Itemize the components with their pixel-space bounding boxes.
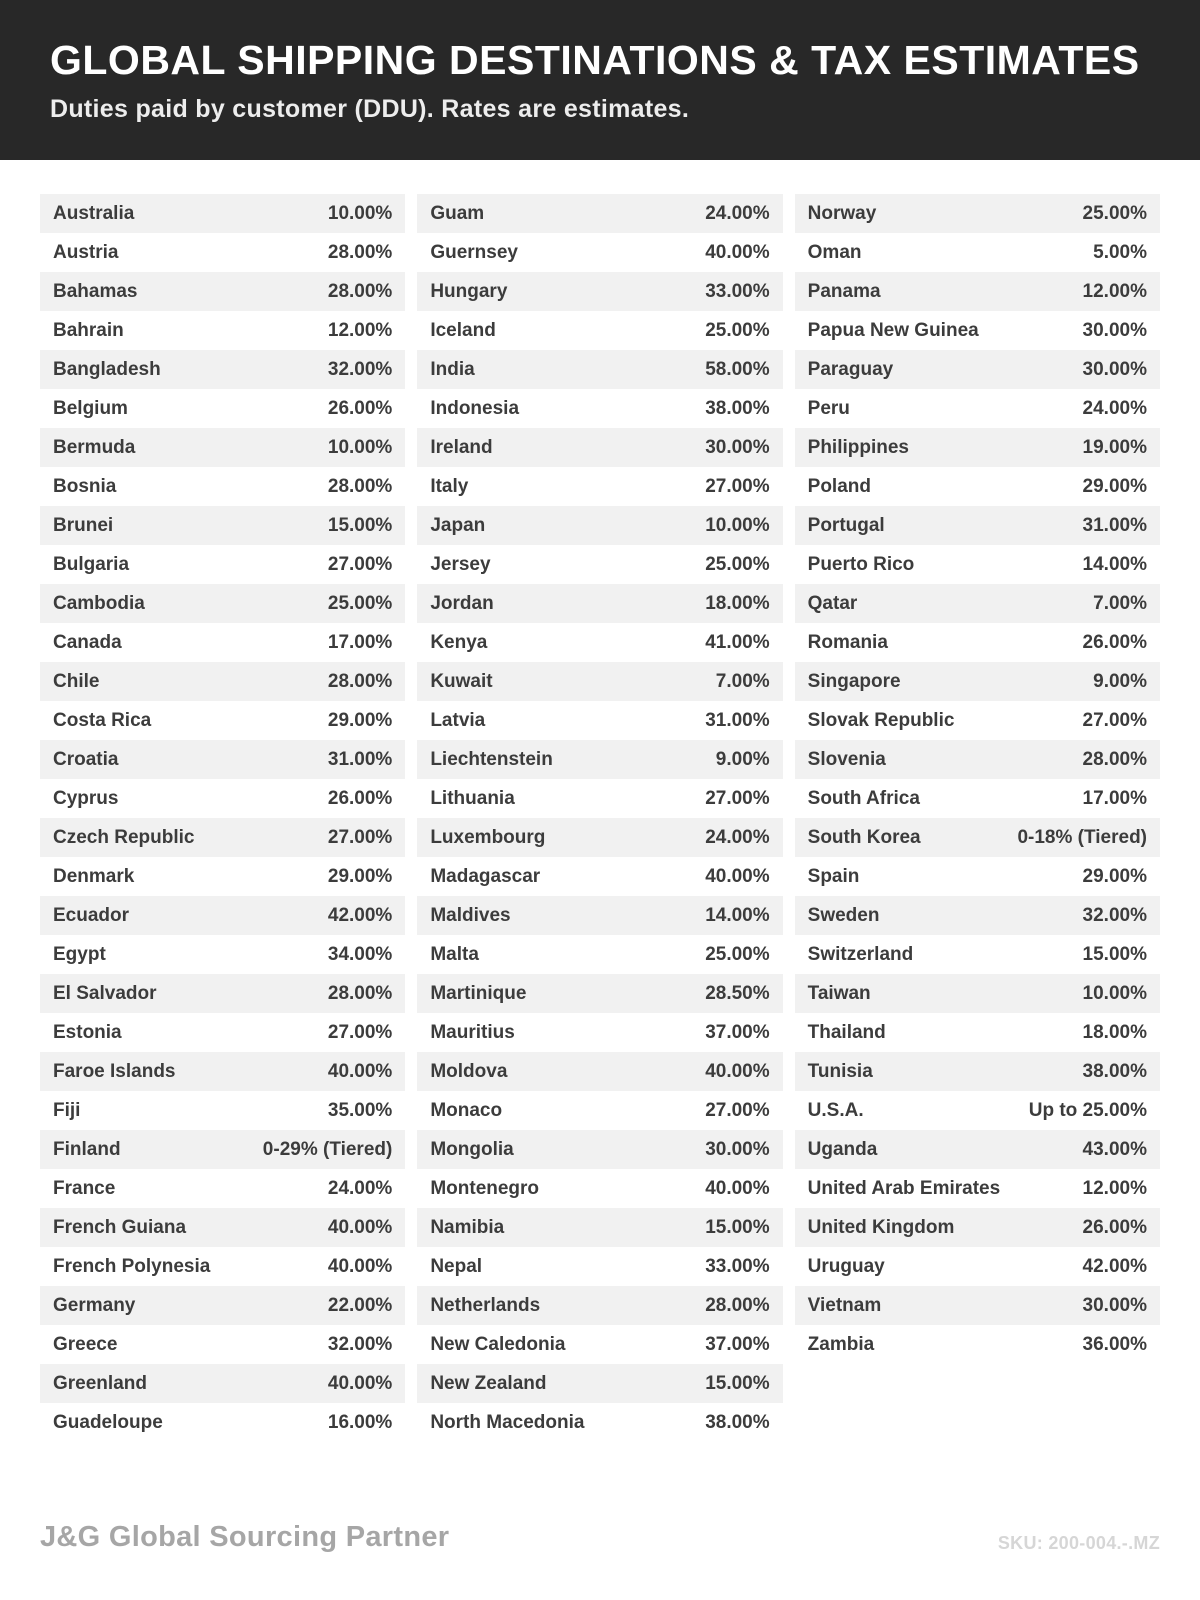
table-row xyxy=(417,1169,782,1208)
country-name: Bangladesh xyxy=(53,359,161,381)
table-row xyxy=(795,623,1160,662)
tax-rate: 33.00% xyxy=(705,281,770,303)
table-row xyxy=(40,506,405,545)
table-row xyxy=(417,389,782,428)
tax-rate: 32.00% xyxy=(1082,905,1147,927)
table-row xyxy=(40,194,405,233)
country-name: Qatar xyxy=(807,593,858,615)
country-name: Brunei xyxy=(53,515,114,537)
table-row xyxy=(417,428,782,467)
table-row xyxy=(40,896,405,935)
tax-rate: 28.00% xyxy=(327,281,393,303)
country-name: Peru xyxy=(807,398,850,420)
tax-rate: 9.00% xyxy=(1093,671,1147,693)
country-name: Latvia xyxy=(430,710,486,732)
tax-rate: 30.00% xyxy=(1082,359,1147,381)
table-row xyxy=(795,233,1160,272)
country-name: Kuwait xyxy=(430,671,493,693)
table-row xyxy=(417,896,782,935)
rates-column-1 xyxy=(40,194,405,1442)
country-name: Finland xyxy=(53,1139,121,1161)
country-name: Sweden xyxy=(807,905,880,927)
country-name: Egypt xyxy=(53,944,106,966)
table-row xyxy=(795,428,1160,467)
table-row xyxy=(417,1325,782,1364)
table-row xyxy=(40,1403,405,1442)
country-name: Japan xyxy=(430,515,486,537)
tax-rate: Up to 25.00% xyxy=(1028,1100,1147,1122)
tax-rate: 15.00% xyxy=(1082,944,1147,966)
table-row xyxy=(40,818,405,857)
table-row xyxy=(40,1052,405,1091)
table-row xyxy=(40,779,405,818)
country-name: Panama xyxy=(807,281,881,303)
table-row xyxy=(40,233,405,272)
tax-rate: 30.00% xyxy=(705,437,770,459)
table-row xyxy=(417,623,782,662)
tax-rate: 30.00% xyxy=(1082,1295,1147,1317)
country-name: Italy xyxy=(430,476,469,498)
tax-rate: 25.00% xyxy=(705,320,770,342)
tax-rate: 40.00% xyxy=(327,1256,393,1278)
country-name: France xyxy=(53,1178,116,1200)
table-row xyxy=(795,1091,1160,1130)
tax-rate: 24.00% xyxy=(705,827,770,849)
tax-rate: 7.00% xyxy=(715,671,770,693)
country-name: Indonesia xyxy=(430,398,520,420)
tax-rate: 15.00% xyxy=(705,1217,770,1239)
table-row xyxy=(417,1130,782,1169)
tax-rate: 40.00% xyxy=(705,1061,770,1083)
tax-rate: 38.00% xyxy=(705,398,770,420)
tax-rate: 40.00% xyxy=(327,1373,393,1395)
country-name: Lithuania xyxy=(430,788,515,810)
country-name: Portugal xyxy=(807,515,885,537)
rates-column-3 xyxy=(795,194,1160,1364)
tax-rate: 58.00% xyxy=(705,359,770,381)
tax-rate: 28.50% xyxy=(705,983,770,1005)
country-name: Slovenia xyxy=(807,749,886,771)
tax-rate: 40.00% xyxy=(705,242,770,264)
country-name: El Salvador xyxy=(53,983,157,1005)
tax-rate: 22.00% xyxy=(327,1295,393,1317)
tax-rate: 30.00% xyxy=(1082,320,1147,342)
tax-rate: 15.00% xyxy=(327,515,393,537)
tax-rate: 27.00% xyxy=(705,1100,770,1122)
tax-rate: 27.00% xyxy=(705,788,770,810)
table-row xyxy=(417,1286,782,1325)
country-name: Switzerland xyxy=(807,944,914,966)
country-name: Liechtenstein xyxy=(430,749,553,771)
tax-rate: 29.00% xyxy=(1082,866,1147,888)
country-name: Martinique xyxy=(430,983,527,1005)
tax-rate: 29.00% xyxy=(1082,476,1147,498)
country-name: Jordan xyxy=(430,593,494,615)
country-name: Vietnam xyxy=(807,1295,882,1317)
tax-rate: 27.00% xyxy=(705,476,770,498)
table-row xyxy=(40,584,405,623)
country-name: Uruguay xyxy=(807,1256,885,1278)
tax-rate: 0-29% (Tiered) xyxy=(262,1139,393,1161)
tax-rate: 33.00% xyxy=(705,1256,770,1278)
tax-rate: 29.00% xyxy=(327,710,393,732)
country-name: Jersey xyxy=(430,554,491,576)
tax-rate: 24.00% xyxy=(705,203,770,225)
table-row xyxy=(795,1286,1160,1325)
tax-rate: 0-18% (Tiered) xyxy=(1017,827,1147,849)
country-name: Moldova xyxy=(430,1061,508,1083)
country-name: Spain xyxy=(807,866,860,888)
tax-rate: 40.00% xyxy=(705,1178,770,1200)
country-name: Guernsey xyxy=(430,242,518,264)
tax-rate: 34.00% xyxy=(327,944,393,966)
country-name: North Macedonia xyxy=(430,1412,585,1434)
tax-rate: 27.00% xyxy=(327,1022,393,1044)
country-name: United Kingdom xyxy=(807,1217,955,1239)
table-row xyxy=(40,389,405,428)
country-name: Romania xyxy=(807,632,888,654)
tax-rate: 35.00% xyxy=(327,1100,393,1122)
country-name: Monaco xyxy=(430,1100,503,1122)
country-name: Guam xyxy=(430,203,485,225)
tax-rate: 26.00% xyxy=(1082,1217,1147,1239)
table-row xyxy=(40,545,405,584)
table-row xyxy=(795,272,1160,311)
country-name: Mauritius xyxy=(430,1022,515,1044)
tax-rate: 32.00% xyxy=(327,1334,393,1356)
tax-rate: 40.00% xyxy=(327,1061,393,1083)
country-name: Austria xyxy=(53,242,119,264)
table-row xyxy=(40,467,405,506)
tax-rate: 40.00% xyxy=(327,1217,393,1239)
table-row xyxy=(417,1403,782,1442)
tax-rate: 26.00% xyxy=(1082,632,1147,654)
country-name: New Caledonia xyxy=(430,1334,566,1356)
tax-rate: 31.00% xyxy=(705,710,770,732)
table-row xyxy=(795,935,1160,974)
tax-rate: 14.00% xyxy=(1082,554,1147,576)
table-row xyxy=(417,935,782,974)
table-row xyxy=(417,350,782,389)
tax-rate: 10.00% xyxy=(705,515,770,537)
table-row xyxy=(417,740,782,779)
table-row xyxy=(795,545,1160,584)
country-name: Estonia xyxy=(53,1022,122,1044)
table-row xyxy=(40,1325,405,1364)
country-name: Croatia xyxy=(53,749,119,771)
tax-rate: 38.00% xyxy=(1082,1061,1147,1083)
tax-rate: 41.00% xyxy=(705,632,770,654)
country-name: Ecuador xyxy=(53,905,130,927)
country-name: Ireland xyxy=(430,437,493,459)
table-row xyxy=(417,974,782,1013)
table-row xyxy=(40,272,405,311)
tax-rate: 19.00% xyxy=(1082,437,1147,459)
table-row xyxy=(417,1364,782,1403)
sku-label: SKU: 200-004.-.MZ xyxy=(997,1533,1160,1553)
tax-rate: 28.00% xyxy=(327,242,393,264)
table-row xyxy=(795,779,1160,818)
country-name: Montenegro xyxy=(430,1178,540,1200)
tax-rate: 15.00% xyxy=(705,1373,770,1395)
table-row xyxy=(40,974,405,1013)
table-row xyxy=(40,428,405,467)
table-row xyxy=(417,311,782,350)
table-row xyxy=(795,1169,1160,1208)
tax-rate: 12.00% xyxy=(327,320,393,342)
country-name: Malta xyxy=(430,944,479,966)
country-name: Chile xyxy=(53,671,100,693)
table-row xyxy=(795,1325,1160,1364)
table-row xyxy=(795,1130,1160,1169)
country-name: U.S.A. xyxy=(807,1100,864,1122)
country-name: Mongolia xyxy=(430,1139,514,1161)
tax-rate: 25.00% xyxy=(705,944,770,966)
country-name: Luxembourg xyxy=(430,827,546,849)
table-row xyxy=(795,1013,1160,1052)
table-row xyxy=(795,740,1160,779)
country-name: Iceland xyxy=(430,320,496,342)
country-name: Puerto Rico xyxy=(807,554,915,576)
table-row xyxy=(40,857,405,896)
tax-rate: 25.00% xyxy=(705,554,770,576)
country-name: Madagascar xyxy=(430,866,541,888)
country-name: Bosnia xyxy=(53,476,117,498)
country-name: Czech Republic xyxy=(53,827,195,849)
country-name: Uganda xyxy=(807,1139,878,1161)
tax-rate: 18.00% xyxy=(705,593,770,615)
table-row xyxy=(795,818,1160,857)
tax-rate: 43.00% xyxy=(1082,1139,1147,1161)
country-name: Papua New Guinea xyxy=(807,320,979,342)
table-row xyxy=(40,740,405,779)
country-name: Slovak Republic xyxy=(807,710,955,732)
table-row xyxy=(795,467,1160,506)
table-row xyxy=(795,857,1160,896)
table-row xyxy=(795,194,1160,233)
table-row xyxy=(417,506,782,545)
tax-rate: 7.00% xyxy=(1093,593,1147,615)
table-row xyxy=(40,701,405,740)
tax-rate: 37.00% xyxy=(705,1334,770,1356)
table-row xyxy=(40,1130,405,1169)
country-name: Guadeloupe xyxy=(53,1412,163,1434)
table-row xyxy=(40,350,405,389)
country-name: United Arab Emirates xyxy=(807,1178,1001,1200)
table-row xyxy=(417,233,782,272)
country-name: Paraguay xyxy=(807,359,894,381)
table-row xyxy=(417,662,782,701)
country-name: Greece xyxy=(53,1334,118,1356)
tax-rate: 25.00% xyxy=(327,593,393,615)
tax-rate: 28.00% xyxy=(327,983,393,1005)
table-row xyxy=(795,506,1160,545)
country-name: Zambia xyxy=(807,1334,875,1356)
country-name: Poland xyxy=(807,476,871,498)
tax-rate: 42.00% xyxy=(327,905,393,927)
tax-rate: 28.00% xyxy=(327,671,393,693)
country-name: Cyprus xyxy=(53,788,119,810)
country-name: French Guiana xyxy=(53,1217,187,1239)
country-name: New Zealand xyxy=(430,1373,547,1395)
country-name: Namibia xyxy=(430,1217,505,1239)
table-row xyxy=(417,818,782,857)
table-row xyxy=(40,1286,405,1325)
table-row xyxy=(417,467,782,506)
tax-rate: 38.00% xyxy=(705,1412,770,1434)
page-title: GLOBAL SHIPPING DESTINATIONS & TAX ESTIMATES xyxy=(50,37,1140,83)
country-name: Taiwan xyxy=(807,983,871,1005)
tax-rate: 10.00% xyxy=(327,203,393,225)
tax-rate: 18.00% xyxy=(1082,1022,1147,1044)
country-name: Germany xyxy=(53,1295,136,1317)
country-name: Costa Rica xyxy=(53,710,152,732)
tax-rate: 24.00% xyxy=(1082,398,1147,420)
tax-rate: 27.00% xyxy=(327,554,393,576)
country-name: Hungary xyxy=(430,281,508,303)
table-row xyxy=(40,623,405,662)
table-row xyxy=(795,974,1160,1013)
table-row xyxy=(40,662,405,701)
table-row xyxy=(795,311,1160,350)
table-row xyxy=(795,389,1160,428)
tax-rate: 25.00% xyxy=(1082,203,1147,225)
tax-rate: 42.00% xyxy=(1082,1256,1147,1278)
tax-rate: 28.00% xyxy=(705,1295,770,1317)
tax-rate: 40.00% xyxy=(705,866,770,888)
table-row xyxy=(795,1247,1160,1286)
country-name: Maldives xyxy=(430,905,511,927)
table-row xyxy=(40,935,405,974)
country-name: South Korea xyxy=(807,827,921,849)
tax-rate: 37.00% xyxy=(705,1022,770,1044)
table-row xyxy=(417,1013,782,1052)
table-row xyxy=(40,1247,405,1286)
tax-rate: 31.00% xyxy=(327,749,393,771)
table-row xyxy=(417,1091,782,1130)
rates-table xyxy=(40,194,1160,1442)
country-name: Fiji xyxy=(53,1100,81,1122)
country-name: South Africa xyxy=(807,788,920,810)
tax-rate: 30.00% xyxy=(705,1139,770,1161)
table-row xyxy=(40,1091,405,1130)
country-name: Bulgaria xyxy=(53,554,130,576)
tax-rate: 5.00% xyxy=(1093,242,1147,264)
country-name: Belgium xyxy=(53,398,128,420)
rates-column-2 xyxy=(417,194,782,1442)
tax-rate: 27.00% xyxy=(327,827,393,849)
tax-rate: 29.00% xyxy=(327,866,393,888)
country-name: Nepal xyxy=(430,1256,483,1278)
table-row xyxy=(40,1169,405,1208)
country-name: Australia xyxy=(53,203,135,225)
country-name: Denmark xyxy=(53,866,135,888)
country-name: Oman xyxy=(807,242,862,264)
table-row xyxy=(417,1052,782,1091)
table-row xyxy=(795,896,1160,935)
page-subtitle: Duties paid by customer (DDU). Rates are estimates. xyxy=(50,95,690,124)
tax-rate: 24.00% xyxy=(327,1178,393,1200)
country-name: Bahrain xyxy=(53,320,124,342)
table-row xyxy=(417,779,782,818)
table-row xyxy=(795,584,1160,623)
country-name: Netherlands xyxy=(430,1295,541,1317)
tax-rate: 27.00% xyxy=(1082,710,1147,732)
tax-rate: 26.00% xyxy=(327,398,393,420)
tax-rate: 32.00% xyxy=(327,359,393,381)
tax-rate: 17.00% xyxy=(327,632,393,654)
country-name: Singapore xyxy=(807,671,901,693)
tax-rate: 31.00% xyxy=(1082,515,1147,537)
country-name: Canada xyxy=(53,632,122,654)
country-name: Thailand xyxy=(807,1022,886,1044)
table-row xyxy=(795,1208,1160,1247)
table-row xyxy=(417,272,782,311)
table-row xyxy=(40,311,405,350)
tax-rate: 16.00% xyxy=(327,1412,393,1434)
table-row xyxy=(417,1208,782,1247)
tax-rate: 28.00% xyxy=(1082,749,1147,771)
table-row xyxy=(417,584,782,623)
table-row xyxy=(795,350,1160,389)
country-name: Cambodia xyxy=(53,593,145,615)
table-row xyxy=(40,1208,405,1247)
table-row xyxy=(417,857,782,896)
table-row xyxy=(40,1364,405,1403)
tax-rate: 36.00% xyxy=(1082,1334,1147,1356)
country-name: Norway xyxy=(807,203,877,225)
tax-rate: 10.00% xyxy=(327,437,393,459)
page-footer xyxy=(40,1521,1160,1554)
table-row xyxy=(417,701,782,740)
table-row xyxy=(417,545,782,584)
country-name: French Polynesia xyxy=(53,1256,211,1278)
country-name: Bermuda xyxy=(53,437,136,459)
table-row xyxy=(40,1013,405,1052)
tax-rate: 10.00% xyxy=(1082,983,1147,1005)
country-name: Tunisia xyxy=(807,1061,873,1083)
tax-rate: 12.00% xyxy=(1082,1178,1147,1200)
tax-rate: 28.00% xyxy=(327,476,393,498)
country-name: Kenya xyxy=(430,632,488,654)
tax-rate: 12.00% xyxy=(1082,281,1147,303)
table-row xyxy=(795,701,1160,740)
country-name: Faroe Islands xyxy=(53,1061,176,1083)
tax-rate: 9.00% xyxy=(715,749,770,771)
table-row xyxy=(417,1247,782,1286)
country-name: Greenland xyxy=(53,1373,147,1395)
tax-rate: 14.00% xyxy=(705,905,770,927)
table-row xyxy=(795,662,1160,701)
table-row xyxy=(417,194,782,233)
brand-name: J&G Global Sourcing Partner xyxy=(40,1521,450,1553)
country-name: Philippines xyxy=(807,437,910,459)
country-name: Bahamas xyxy=(53,281,138,303)
tax-rate: 17.00% xyxy=(1082,788,1147,810)
tax-rate: 26.00% xyxy=(327,788,393,810)
page-header xyxy=(0,0,1200,160)
table-row xyxy=(795,1052,1160,1091)
country-name: India xyxy=(430,359,475,381)
